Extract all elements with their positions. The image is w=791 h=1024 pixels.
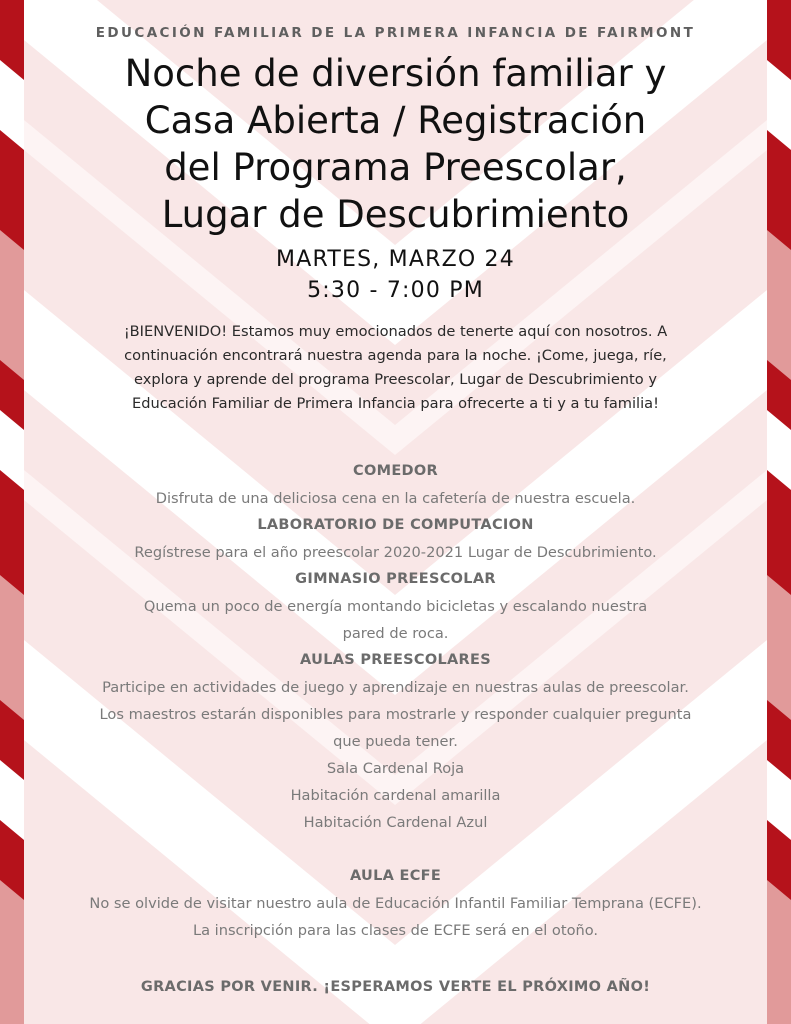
section-line: que pueda tener.	[333, 733, 458, 750]
section-line: Regístrese para el año preescolar 2020-2021 Lugar de Descubrimiento.	[134, 544, 657, 561]
agenda-section-ecfe	[0, 863, 791, 944]
agenda	[0, 458, 791, 944]
event-title	[40, 50, 751, 238]
section-line: La inscripción para las clases de ECFE será en el otoño.	[192, 922, 599, 939]
section-heading: LABORATORIO DE COMPUTACION	[257, 517, 534, 533]
section-line: No se olvide de visitar nuestro aula de Educación Infantil Familiar Temprana (ECFE).	[89, 895, 702, 912]
welcome-paragraph	[40, 320, 751, 416]
classroom-name: Habitación Cardenal Azul	[303, 814, 488, 831]
section-line: Participe en actividades de juego y aprendizaje en nuestras aulas de preescolar.	[102, 679, 689, 696]
organization-name: EDUCACIÓN FAMILIAR DE LA PRIMERA INFANCIA DE FAIRMONT	[95, 25, 696, 41]
title-line: del Programa Preescolar,	[164, 146, 627, 189]
event-time: 5:30 - 7:00 PM	[307, 278, 484, 303]
section-heading: AULAS PREESCOLARES	[300, 652, 491, 668]
event-datetime	[0, 244, 791, 306]
section-line: Quema un poco de energía montando bicicletas y escalando nuestra	[143, 598, 648, 615]
title-line: Lugar de Descubrimiento	[161, 193, 630, 236]
classroom-name: Sala Cardenal Roja	[326, 760, 465, 777]
closing-message: GRACIAS POR VENIR. ¡ESPERAMOS VERTE EL PRÓXIMO AÑO!	[140, 979, 651, 995]
intro-line: continuación encontrará nuestra agenda para la noche. ¡Come, juega, ríe,	[124, 347, 667, 364]
agenda-section-gimnasio	[0, 566, 791, 647]
intro-line: ¡BIENVENIDO! Estamos muy emocionados de tenerte aquí con nosotros. A	[123, 323, 668, 340]
title-line: Casa Abierta / Registración	[144, 99, 647, 142]
section-line: Disfruta de una deliciosa cena en la cafetería de nuestra escuela.	[155, 490, 636, 507]
section-heading: COMEDOR	[353, 463, 438, 479]
section-spacer	[0, 836, 791, 863]
agenda-section-laboratorio	[0, 512, 791, 566]
intro-line: explora y aprende del programa Preescolar, Lugar de Descubrimiento y	[134, 371, 657, 388]
section-line: pared de roca.	[342, 625, 449, 642]
agenda-section-comedor	[0, 458, 791, 512]
agenda-section-aulas	[0, 647, 791, 836]
intro-line: Educación Familiar de Primera Infancia para ofrecerte a ti y a tu familia!	[132, 395, 659, 412]
event-date: MARTES, MARZO 24	[276, 247, 515, 272]
title-line: Noche de diversión familiar y	[124, 52, 667, 95]
section-heading: AULA ECFE	[349, 868, 442, 884]
section-line: Los maestros estarán disponibles para mostrarle y responder cualquier pregunta	[99, 706, 692, 723]
classroom-name: Habitación cardenal amarilla	[290, 787, 501, 804]
section-heading: GIMNASIO PREESCOLAR	[295, 571, 496, 587]
